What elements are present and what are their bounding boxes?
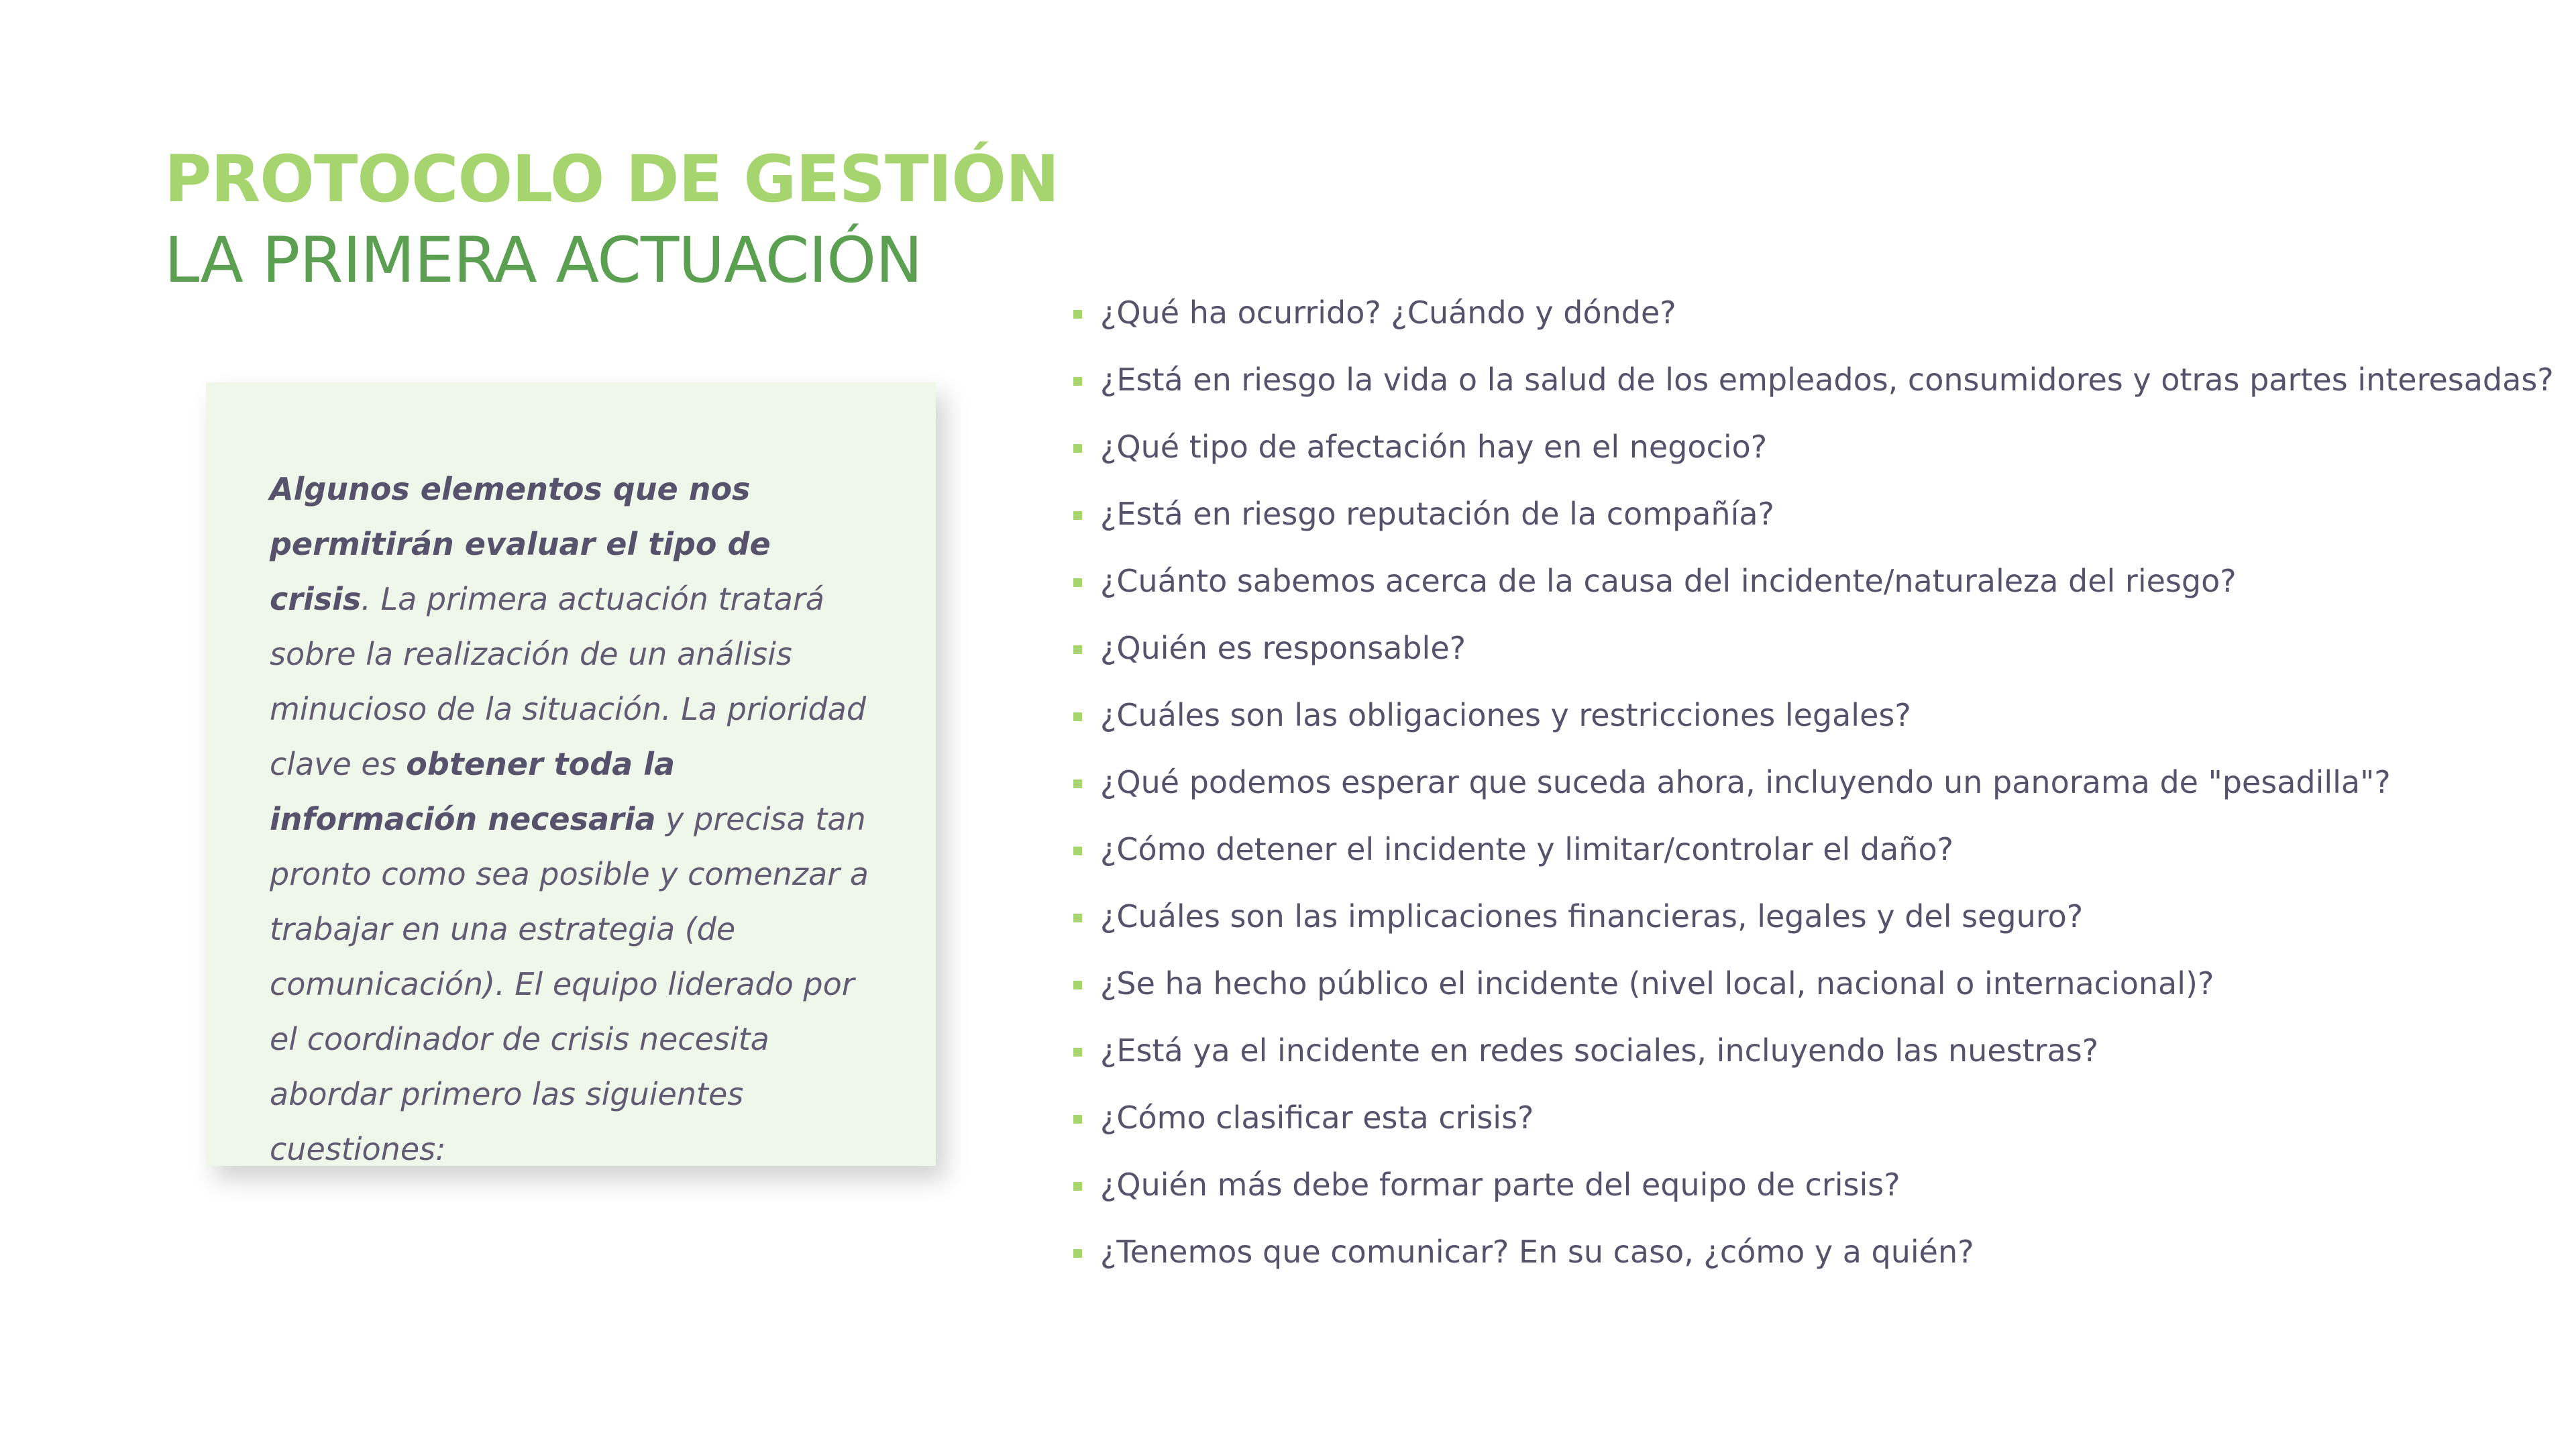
question-item <box>1073 1151 2554 1218</box>
question-item <box>1073 480 2554 547</box>
question-item <box>1073 547 2554 614</box>
question-text: ¿Cómo clasificar esta crisis? <box>1100 1099 1534 1136</box>
intro-text-part-2: y precisa tan pronto como sea posible y comenzar a trabajar en una estrategia (de comunicación). El equipo liderado por el coordinador de crisis necesita abordar primero las siguientes cuestiones: <box>270 801 869 1167</box>
title-block <box>164 138 1059 301</box>
question-item <box>1073 346 2554 413</box>
question-text: ¿Cómo detener el incidente y limitar/controlar el daño? <box>1100 831 1954 867</box>
question-text: ¿Está ya el incidente en redes sociales, incluyendo las nuestras? <box>1100 1032 2099 1069</box>
question-text: ¿Cuáles son las implicaciones financieras, legales y del seguro? <box>1100 898 2084 934</box>
bullet-square-icon <box>1073 1048 1082 1057</box>
bullet-square-icon <box>1073 780 1082 788</box>
bullet-square-icon <box>1073 914 1082 922</box>
question-item <box>1073 413 2554 480</box>
bullet-square-icon <box>1073 377 1082 386</box>
page-subtitle: LA PRIMERA ACTUACIÓN <box>164 224 922 297</box>
question-item <box>1073 279 2554 346</box>
intro-bold-lead: Algunos elementos que nos permitirán evaluar el tipo de crisis <box>270 471 771 617</box>
bullet-square-icon <box>1073 981 1082 989</box>
question-item <box>1073 950 2554 1017</box>
intro-card <box>206 382 936 1166</box>
intro-bold-priority: obtener toda la información necesaria <box>270 746 676 837</box>
bullet-square-icon <box>1073 511 1082 520</box>
question-text: ¿Se ha hecho público el incidente (nivel local, nacional o internacional)? <box>1100 965 2214 1002</box>
question-text: ¿Quién más debe formar parte del equipo de crisis? <box>1100 1167 1900 1203</box>
question-text: ¿Está en riesgo la vida o la salud de los empleados, consumidores y otras partes interesadas? <box>1100 362 2554 398</box>
bullet-square-icon <box>1073 645 1082 654</box>
page-title: PROTOCOLO DE GESTIÓN <box>164 142 1059 217</box>
question-list <box>1073 279 2554 1285</box>
question-item <box>1073 1017 2554 1084</box>
question-item <box>1073 1218 2554 1285</box>
bullet-square-icon <box>1073 578 1082 587</box>
question-item <box>1073 883 2554 950</box>
question-text: ¿Está en riesgo reputación de la compañía? <box>1100 496 1774 532</box>
bullet-square-icon <box>1073 712 1082 721</box>
bullet-square-icon <box>1073 444 1082 453</box>
question-text: ¿Qué podemos esperar que suceda ahora, incluyendo un panorama de "pesadilla"? <box>1100 764 2391 800</box>
question-item <box>1073 614 2554 682</box>
question-text: ¿Qué ha ocurrido? ¿Cuándo y dónde? <box>1100 294 1676 331</box>
bullet-square-icon <box>1073 847 1082 855</box>
question-item <box>1073 1084 2554 1151</box>
bullet-square-icon <box>1073 1249 1082 1258</box>
question-text: ¿Quién es responsable? <box>1100 630 1466 666</box>
intro-text-part-1: . La primera actuación tratará sobre la realización de un análisis minucioso de la situación. La prioridad clave es <box>270 581 867 782</box>
question-item <box>1073 682 2554 749</box>
intro-text <box>270 462 882 1177</box>
bullet-square-icon <box>1073 310 1082 319</box>
question-text: ¿Tenemos que comunicar? En su caso, ¿cómo y a quién? <box>1100 1234 1974 1270</box>
question-item <box>1073 749 2554 816</box>
question-text: ¿Cuánto sabemos acerca de la causa del incidente/naturaleza del riesgo? <box>1100 563 2237 599</box>
bullet-square-icon <box>1073 1115 1082 1124</box>
question-item <box>1073 816 2554 883</box>
question-text: ¿Qué tipo de afectación hay en el negocio? <box>1100 429 1768 465</box>
bullet-square-icon <box>1073 1182 1082 1191</box>
question-text: ¿Cuáles son las obligaciones y restricciones legales? <box>1100 697 1911 733</box>
